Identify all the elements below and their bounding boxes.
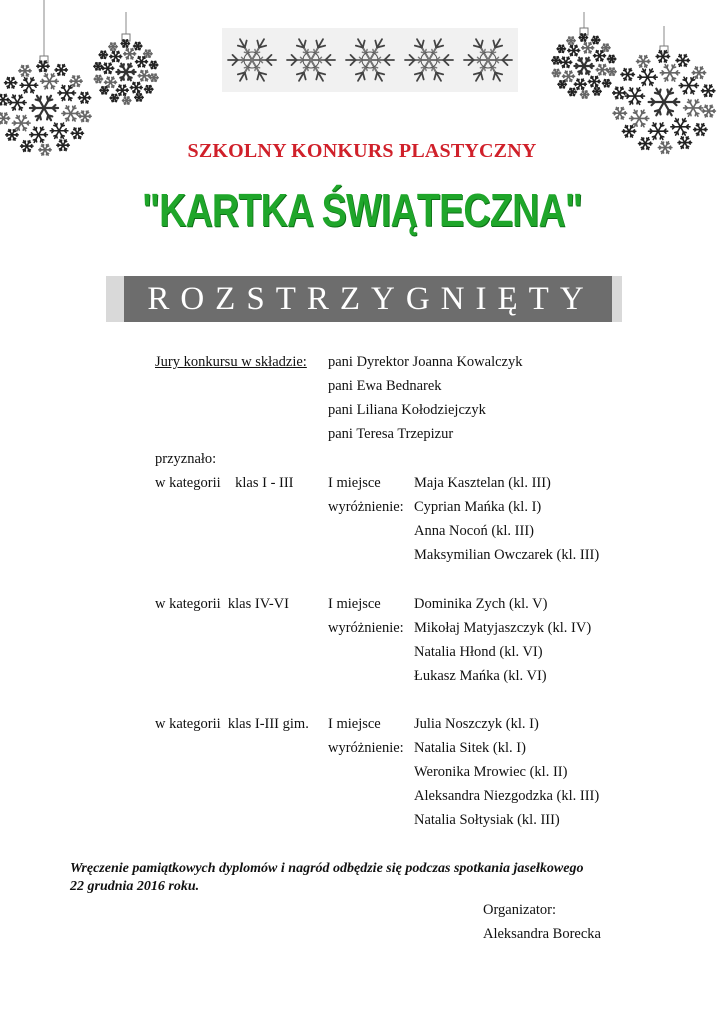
honorable-winner: Cyprian Mańka (kl. I)	[414, 499, 542, 515]
organizer-label: Organizator:	[483, 902, 557, 918]
honorable-label: wyróżnienie:	[328, 740, 404, 756]
honorable-winner: Anna Nocoń (kl. III)	[414, 523, 534, 539]
status-banner: ROZSTRZYGNIĘTY	[124, 276, 612, 322]
category-label: w kategorii klas I-III gim.	[155, 716, 309, 732]
category-label: w kategorii klas IV-VI	[155, 596, 289, 612]
organizer-name: Aleksandra Borecka	[483, 926, 601, 942]
awarded-label: przyznało:	[155, 451, 217, 467]
honorable-winner: Aleksandra Niezgodzka (kl. III)	[414, 788, 600, 804]
first-place-winner: Julia Noszczyk (kl. I)	[414, 716, 539, 732]
honorable-winner: Łukasz Mańka (kl. VI)	[414, 668, 547, 684]
first-place-label: I miejsce	[328, 475, 381, 491]
first-place-label: I miejsce	[328, 596, 381, 612]
jury-label: Jury konkursu w składzie:	[155, 354, 307, 370]
honorable-winner: Weronika Mrowiec (kl. II)	[414, 764, 568, 780]
honorable-winner: Mikołaj Matyjaszczyk (kl. IV)	[414, 620, 592, 636]
honorable-winner: Natalia Sołtysiak (kl. III)	[414, 812, 560, 828]
ceremony-note-line: Wręczenie pamiątkowych dyplomów i nagród odbędzie się podczas spotkania jasełkowego	[70, 861, 584, 876]
snowflake-row-icon	[222, 28, 518, 92]
first-place-label: I miejsce	[328, 716, 381, 732]
honorable-label: wyróżnienie:	[328, 499, 404, 515]
ceremony-date: 22 grudnia 2016 roku.	[70, 879, 200, 894]
first-place-winner: Dominika Zych (kl. V)	[414, 596, 548, 612]
category-label: w kategorii klas I - III	[155, 475, 294, 491]
honorable-label: wyróżnienie:	[328, 620, 404, 636]
jury-member: pani Liliana Kołodziejczyk	[328, 402, 486, 418]
honorable-winner: Natalia Hłond (kl. VI)	[414, 644, 543, 660]
honorable-winner: Natalia Sitek (kl. I)	[414, 740, 526, 756]
first-place-winner: Maja Kasztelan (kl. III)	[414, 475, 551, 491]
contest-title: SZKOLNY KONKURS PLASTYCZNY	[187, 140, 537, 162]
honorable-winner: Maksymilian Owczarek (kl. III)	[414, 547, 600, 563]
jury-member: pani Teresa Trzepizur	[328, 426, 454, 442]
jury-member: pani Dyrektor Joanna Kowalczyk	[328, 354, 523, 370]
card-title: "KARTKA ŚWIĄTECZNA"	[142, 184, 582, 236]
jury-member: pani Ewa Bednarek	[328, 378, 442, 394]
ceremony-note	[70, 860, 583, 896]
ornament-left-small-icon	[90, 0, 165, 120]
